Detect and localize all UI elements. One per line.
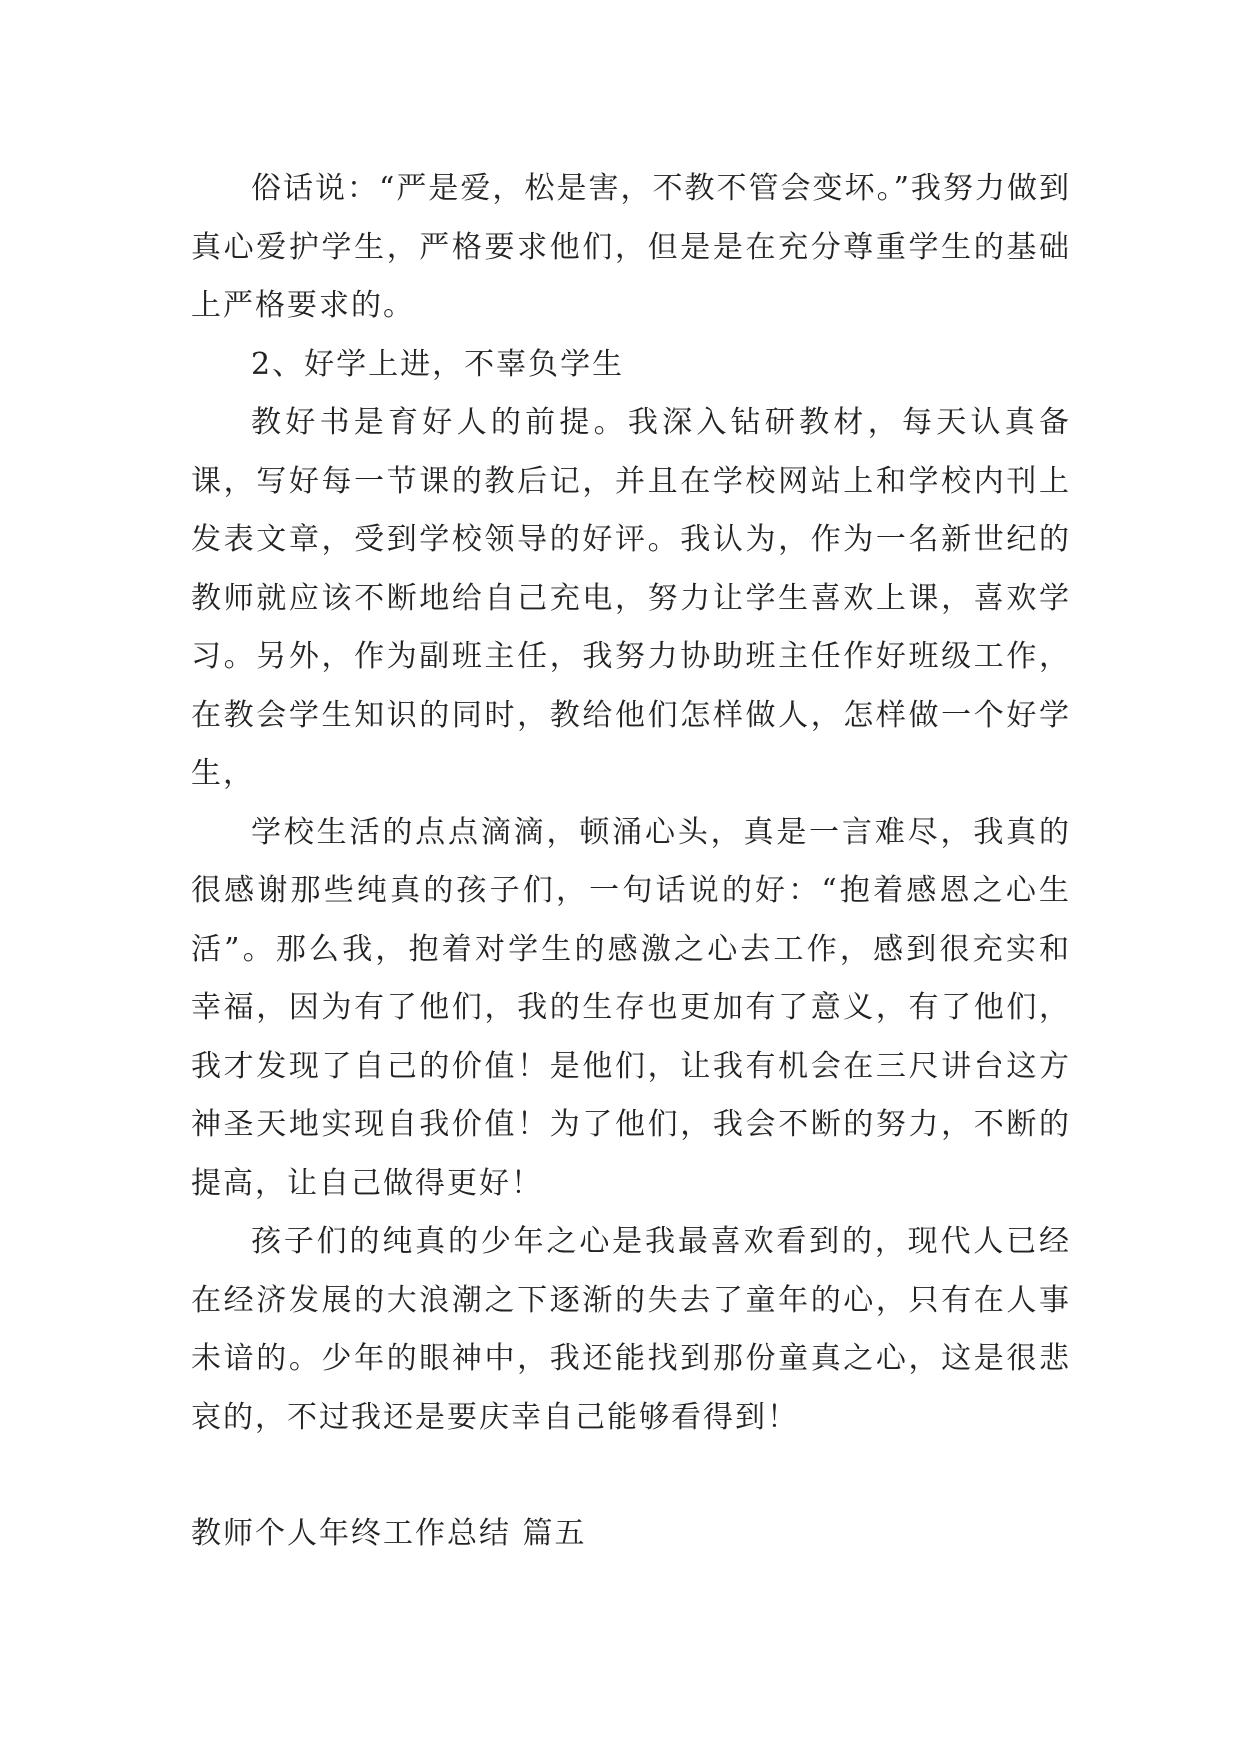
paragraph-children-hearts: 孩子们的纯真的少年之心是我最喜欢看到的，现代人已经在经济发展的大浪潮之下逐渐的失去了童年的心，只有在人事未谙的。少年的眼神中，我还能找到那份童真之心，这是很悲哀的，不过我还是要庆幸自己能够看得到！ (191, 1224, 1071, 1435)
paragraph-school-life: 学校生活的点点滴滴，顿涌心头，真是一言难尽，我真的很感谢那些纯真的孩子们，一句话说的好：“抱着感恩之心生活”。那么我，抱着对学生的感激之心去工作，感到很充实和幸福，因为有了他们，我的生存也更加有了意义，有了他们，我才发现了自己的价值！是他们，让我有机会在三尺讲台这方神圣天地实现自我价值！为了他们，我会不断的努力，不断的提高，让自己做得更好！ (191, 814, 1071, 1201)
paragraph-teaching: 教好书是育好人的前提。我深入钻研教材，每天认真备课，写好每一节课的教后记，并且在学校网站上和学校内刊上发表文章，受到学校领导的好评。我认为，作为一名新世纪的教师就应该不断地给自己充电，努力让学生喜欢上课，喜欢学习。另外，作为副班主任，我努力协助班主任作好班级工作，在教会学生知识的同时，教给他们怎样做人，怎样做一个好学生， (191, 405, 1071, 791)
section-heading: 教师个人年终工作总结 篇五 (191, 1516, 587, 1551)
paragraph-strict-love: 俗话说：“严是爱，松是害，不教不管会变坏。”我努力做到真心爱护学生，严格要求他们，但是是在充分尊重学生的基础上严格要求的。 (191, 171, 1071, 323)
section-gap (191, 1447, 1071, 1505)
document-body (191, 160, 1071, 1564)
subheading-study-hard: 2、好学上进，不辜负学生 (251, 346, 625, 382)
